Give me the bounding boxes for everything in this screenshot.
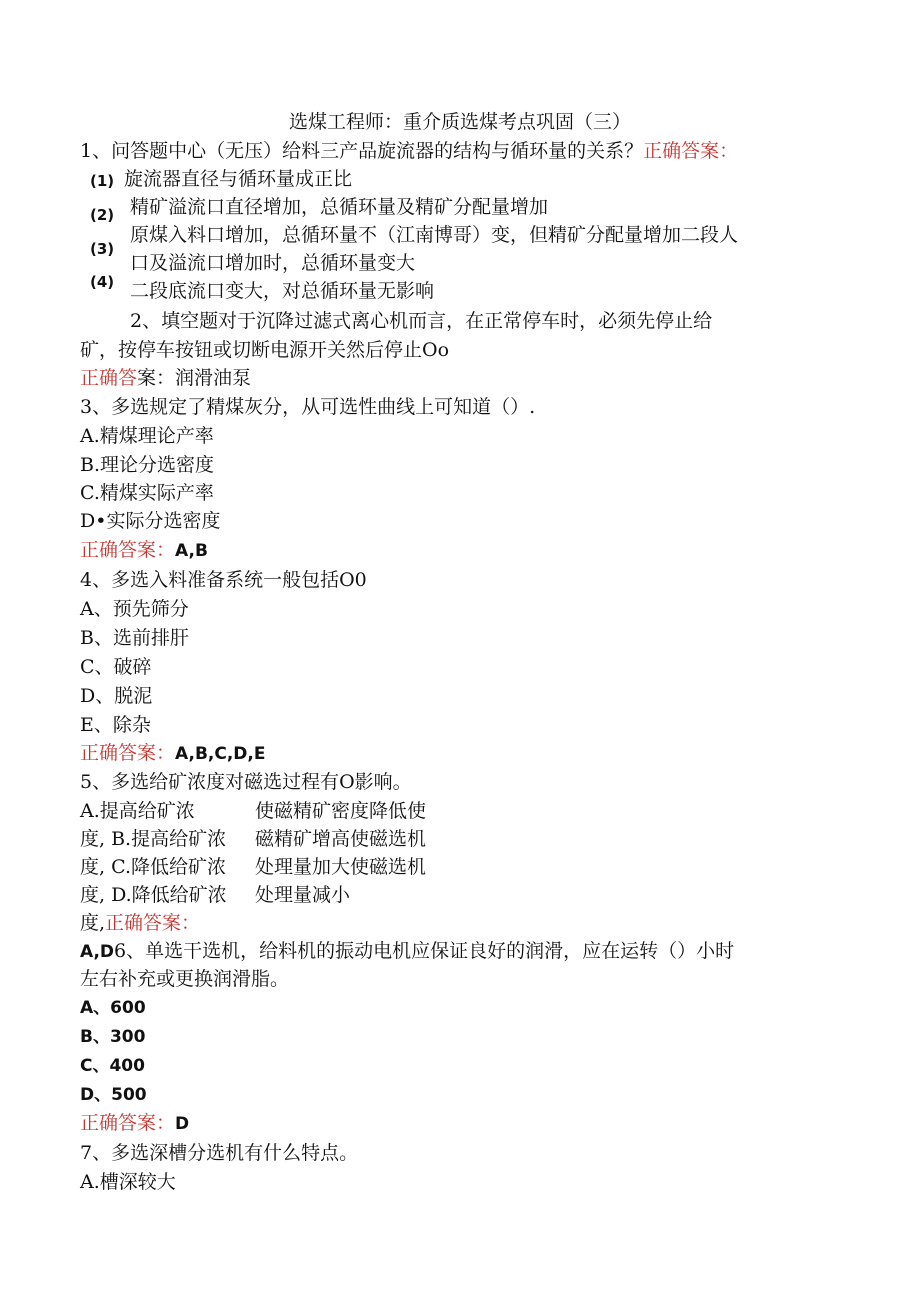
question-4-answer (80, 739, 265, 768)
q1-item-number: (4) (90, 273, 115, 291)
answer-label: 正确答案： (80, 1112, 176, 1134)
answer-label: 正确答案： (80, 742, 176, 764)
q5-left-line: 度, (80, 912, 106, 934)
q1-item: 二段底流口变大，对总循环量无影响 (130, 280, 435, 302)
q5-right-line: 使磁精矿密度降低使 (255, 800, 427, 822)
q5-right-line: 处理量加大使磁选机 (255, 856, 427, 878)
q5-answer-value: A,D (80, 942, 115, 962)
q3-option: C.精煤实际产率 (80, 482, 214, 504)
q5-left-line: A.提高给矿浓 (80, 800, 195, 822)
q4-option: D、脱泥 (80, 685, 153, 707)
q1-item-number: (2) (90, 206, 115, 224)
q6-option: A、600 (80, 998, 146, 1018)
question-1 (80, 137, 738, 165)
q3-option: A.精煤理论产率 (80, 425, 214, 447)
question-1-answer-label: 正确答案： (643, 140, 739, 162)
q4-option: A、预先筛分 (80, 598, 189, 620)
question-2-line-1: 2、填空题对于沉降过滤式离心机而言，在正常停车时，必须先停止给 (130, 310, 713, 332)
q1-item: 旋流器直径与循环量成正比 (124, 168, 353, 190)
question-3-answer (80, 536, 208, 565)
question-6-line-2: 左右补充或更换润滑脂。 (80, 968, 290, 990)
q6-option: D、500 (80, 1085, 147, 1105)
question-1-stem: 1、问答题中心（无压）给料三产品旋流器的结构与循环量的关系？ (80, 140, 644, 162)
q1-item: 精矿溢流口直径增加，总循环量及精矿分配量增加 (130, 196, 549, 218)
q7-option: A.槽深较大 (80, 1171, 176, 1193)
q4-option: B、选前排肝 (80, 627, 189, 649)
question-2-line-2: 矿，按停车按钮或切断电源开关然后停止Oo (80, 339, 450, 361)
q4-option: E、除杂 (80, 714, 151, 736)
q1-item-number: (3) (90, 240, 115, 258)
q1-item-continued: 口及溢流口增加时，总循环量变大 (130, 252, 416, 274)
q4-option: C、破碎 (80, 656, 152, 678)
question-6-line-1 (80, 937, 734, 966)
q5-right-line: 磁精矿增高使磁选机 (255, 828, 427, 850)
question-7-stem: 7、多选深槽分选机有什么特点。 (80, 1142, 359, 1164)
question-4-stem: 4、多选入料准备系统一般包括O0 (80, 569, 367, 591)
q3-option: B.理论分选密度 (80, 454, 215, 476)
answer-label: 正确答案： (80, 539, 176, 561)
q5-left-line: 度, B.提高给矿浓 (80, 828, 227, 850)
q5-left-line: 度, C.降低给矿浓 (80, 856, 226, 878)
question-6-stem: 6、单选干选机，给料机的振动电机应保证良好的润滑，应在运转（）小时 (114, 940, 735, 962)
document-title: 选煤工程师：重介质选煤考点巩固（三） (288, 111, 631, 133)
answer-text: 案：润滑油泵 (137, 367, 252, 389)
answer-label: 正确答案： (105, 912, 201, 934)
q1-item: 原煤入料口增加，总循环量不（江南博哥）变，但精矿分配量增加二段人 (130, 224, 739, 246)
q6-option: B、300 (80, 1027, 146, 1047)
q5-left-line: 度, D.降低给矿浓 (80, 884, 227, 906)
q1-item-number: (1) (90, 172, 115, 190)
q3-option: D•实际分选密度 (80, 510, 221, 532)
q5-right-line: 处理量减小 (255, 884, 351, 906)
answer-value: A,B (175, 541, 208, 561)
question-5-answer (80, 909, 200, 937)
question-5-stem: 5、多选给矿浓度对磁选过程有O影响。 (80, 771, 412, 793)
answer-value: D (175, 1114, 190, 1134)
question-3-stem: 3、多选规定了精煤灰分，从可选性曲线上可知道（）. (80, 396, 536, 418)
question-6-answer (80, 1109, 189, 1138)
q6-option: C、400 (80, 1056, 145, 1076)
question-2-answer (80, 364, 251, 392)
answer-value: A,B,C,D,E (175, 744, 266, 764)
answer-label: 正确答 (80, 367, 138, 389)
